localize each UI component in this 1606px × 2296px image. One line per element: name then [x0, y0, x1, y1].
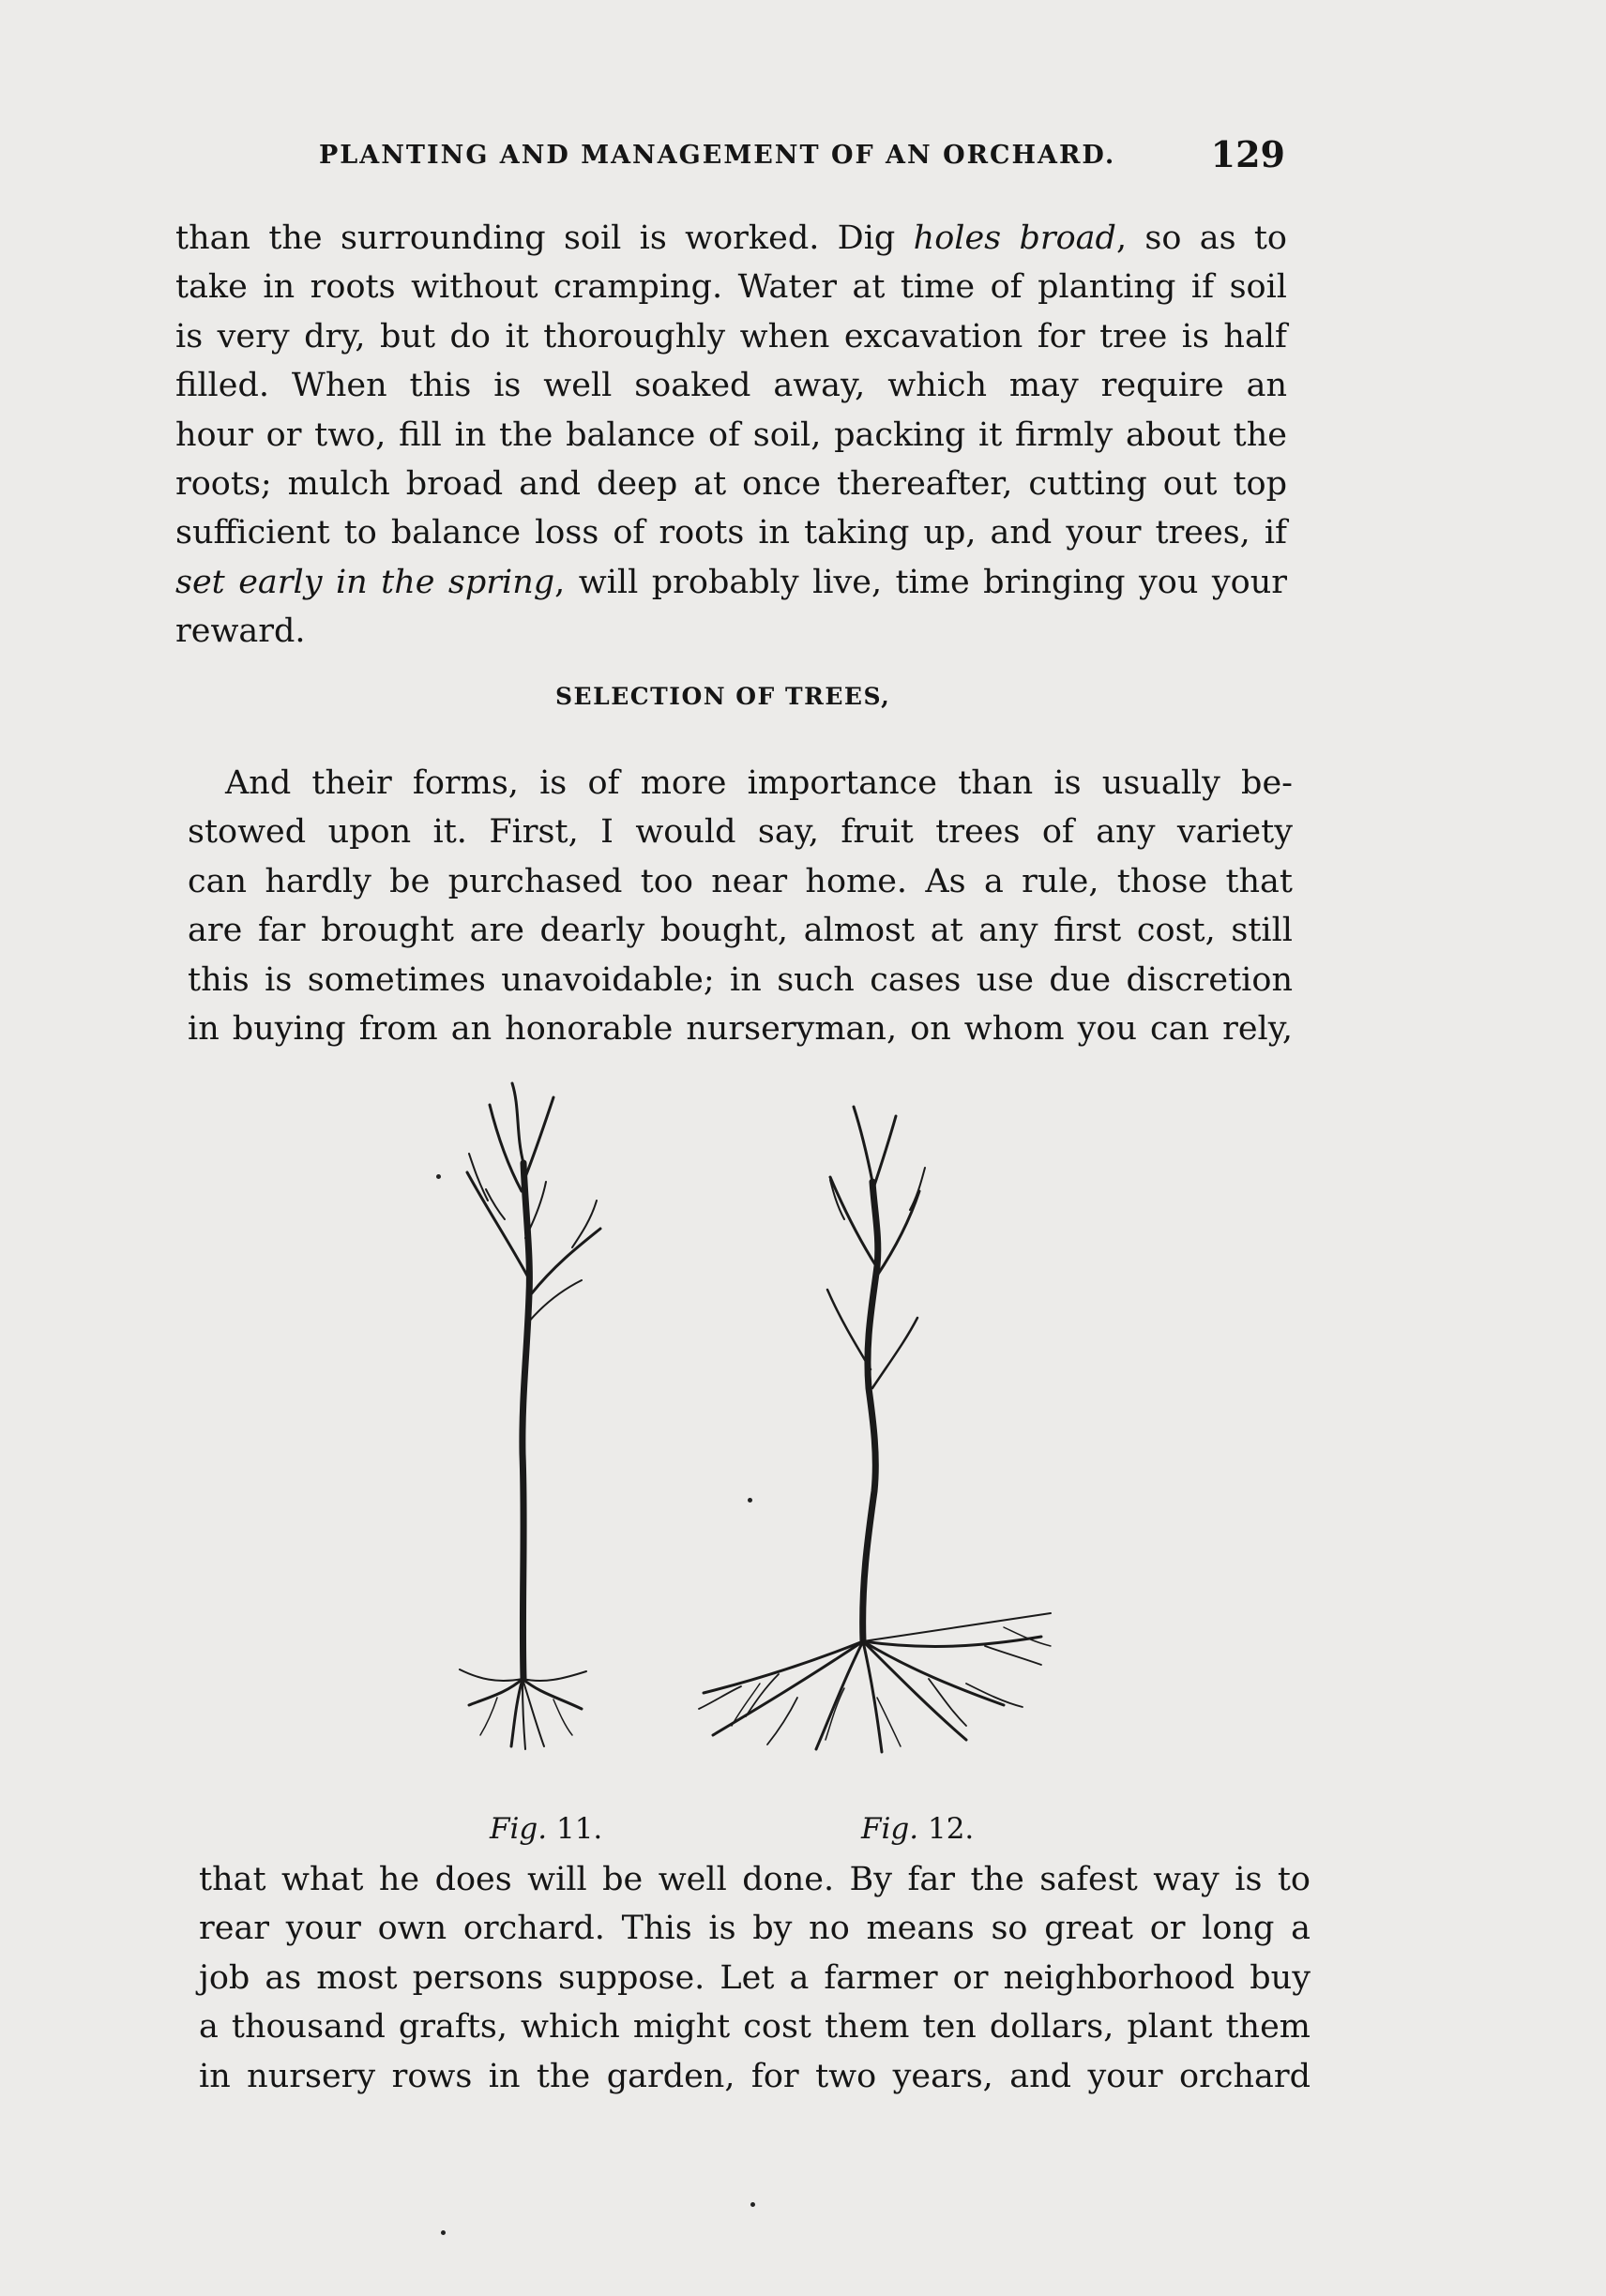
running-head-title: PLANTING AND MANAGEMENT OF AN ORCHARD. — [319, 141, 1116, 170]
ink-speck — [436, 1174, 441, 1179]
text-line: stowed upon it. First, I would say, fruit trees of any variety — [188, 813, 1293, 852]
text-line: rear your own orchard. This is by no means so great or long a — [199, 1910, 1311, 1948]
text-line: that what he does will be well done. By far the safest way is to — [199, 1861, 1311, 1898]
text-line: can hardly be purchased too near home. As a rule, those that — [188, 862, 1293, 900]
paragraph-selection — [188, 759, 1293, 1053]
text-line: take in roots without cramping. Water at time of planting if soil — [175, 268, 1287, 307]
text-line: than the surrounding soil is worked. Dig holes broad, so as to — [175, 219, 1288, 257]
paragraph-rear-orchard — [199, 1855, 1311, 2101]
text-line: are far brought are dearly bought, almost at any first cost, still — [188, 912, 1293, 950]
tree-illustration — [403, 1079, 1191, 1754]
text-line: job as most persons suppose. Let a farmer or neighborhood buy — [199, 1958, 1311, 1997]
fig11-caption: Fig. 11. — [490, 1812, 603, 1846]
section-heading: SELECTION OF TREES, — [555, 683, 891, 710]
text-line: reward. — [175, 612, 306, 651]
text-line: sufficient to balance loss of roots in taking up, and your trees, if — [175, 514, 1287, 552]
running-head — [319, 133, 1285, 180]
tree-fig12-drawing — [699, 1107, 1051, 1752]
ink-speck — [441, 2230, 446, 2235]
text-line: roots; mulch broad and deep at once thereafter, cutting out top — [175, 464, 1287, 503]
ink-speck — [748, 1498, 752, 1503]
ink-speck — [750, 2202, 755, 2207]
text-line: a thousand grafts, which might cost them ten dollars, plant them — [199, 2008, 1311, 2047]
text-line: this is sometimes unavoidable; in such cases use due discretion — [188, 960, 1293, 999]
text-line: And their forms, is of more importance than is usually be- — [225, 764, 1293, 802]
text-line: in buying from an honorable nurseryman, on whom you can rely, — [188, 1009, 1293, 1048]
tree-fig11-drawing — [460, 1083, 600, 1749]
text-line: filled. When this is well soaked away, which may require an — [175, 367, 1287, 405]
text-line: in nursery rows in the garden, for two years, and your orchard — [199, 2057, 1311, 2095]
text-line: set early in the spring, will probably live, time bringing you your — [175, 563, 1288, 601]
fig12-caption: Fig. 12. — [861, 1812, 975, 1846]
text-line: hour or two, fill in the balance of soil, packing it firmly about the — [175, 415, 1287, 454]
text-line: is very dry, but do it thoroughly when excavation for tree is half — [175, 317, 1287, 355]
paragraph-planting — [175, 214, 1287, 657]
page-number: 129 — [1210, 133, 1285, 175]
